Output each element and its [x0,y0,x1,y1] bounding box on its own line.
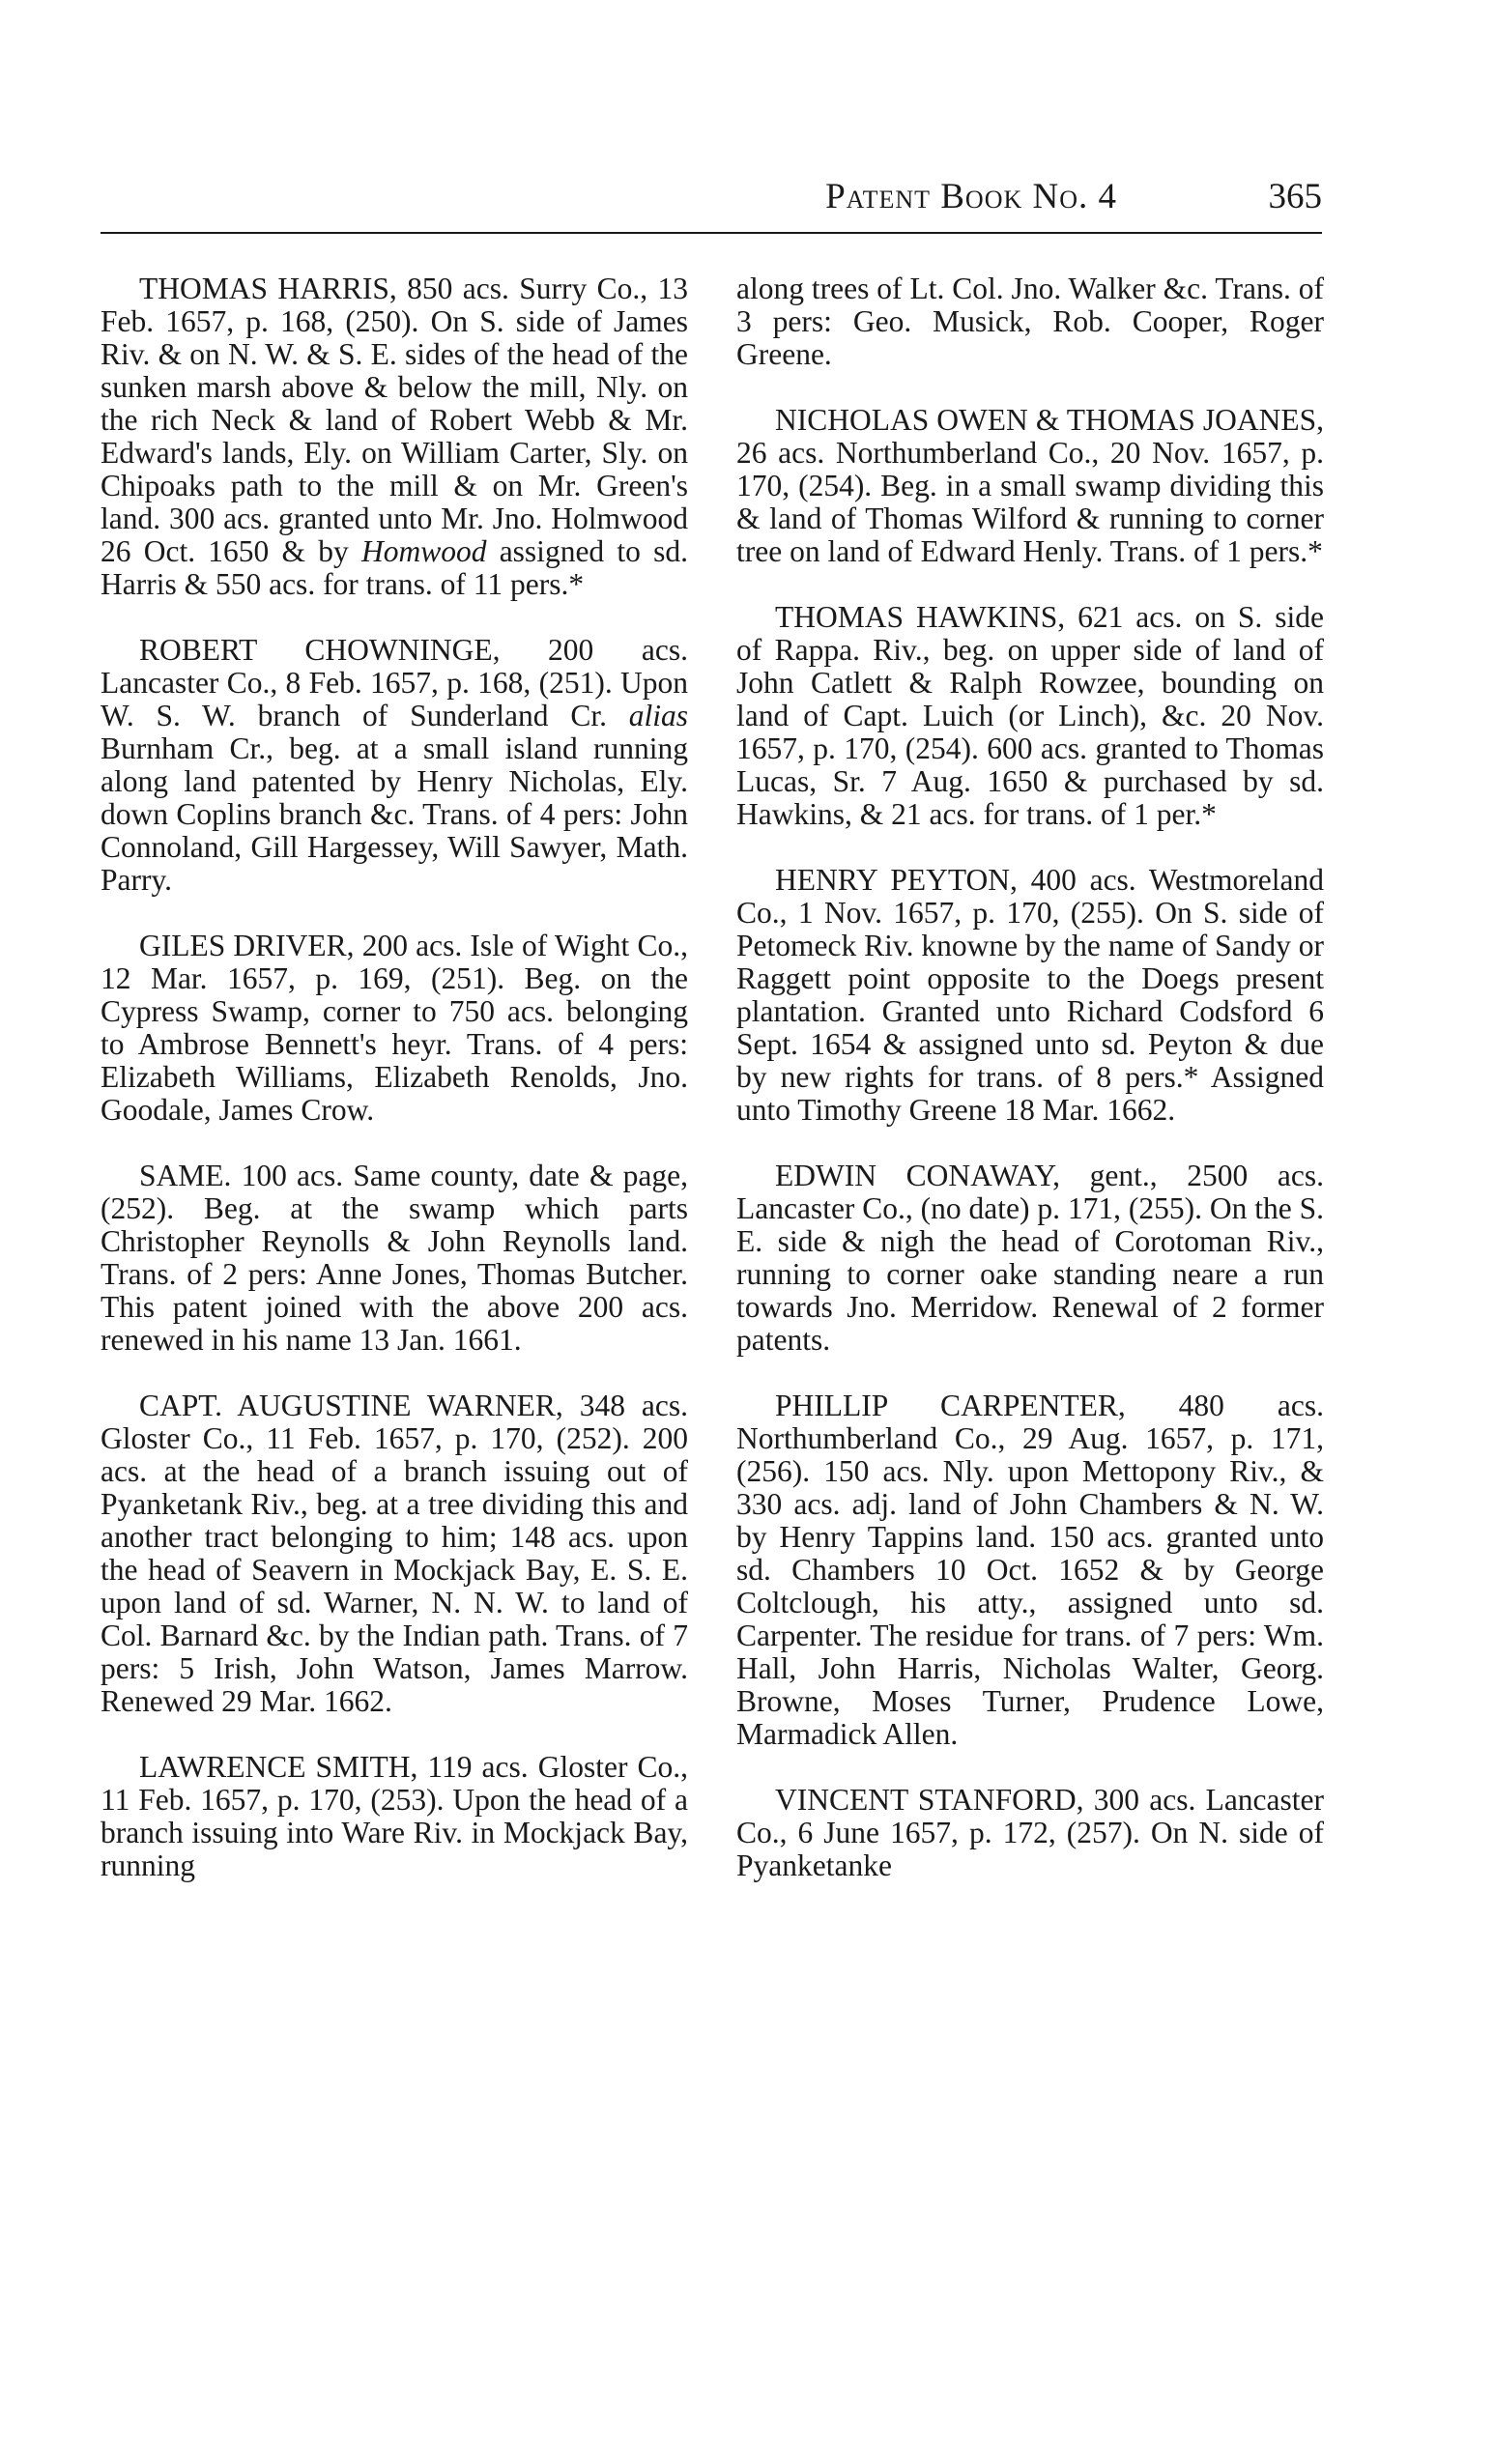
patent-entry [101,1160,688,1357]
entry-text: HENRY PEYTON, 400 acs. Westmoreland Co., 1 Nov. 1657, p. 170, (255). On S. side of Petomeck Riv. knowne by the name of Sandy or Raggett point opposite to the Doegs present plantation. Granted unto Richard Codsford 6 Sept. 1654 & assigned unto sd. Peyton & due by new rights for trans. of 8 pers.* Assigned unto Timothy Greene 18 Mar. 1662. [736,863,1324,1127]
patent-entry [736,864,1324,1127]
left-column [101,272,688,1882]
patent-entry [101,1751,688,1882]
patent-entry [736,601,1324,831]
entry-italic-name: Homwood [360,534,487,568]
entry-text: EDWIN CONAWAY, gent., 2500 acs. Lancaster Co., (no date) p. 171, (255). On the S. E. side & nigh the head of Corotoman Riv., running to corner oake standing neare a run towards Jno. Merridow. Renewal of 2 former patents. [736,1159,1324,1357]
patent-entry [736,1784,1324,1882]
patent-entry [101,272,688,601]
entry-text-continued: Burnham Cr., beg. at a small island running along land patented by Henry Nicholas, Ely. down Coplins branch &c. Trans. of 4 pers: John Connoland, Gill Hargessey, Will Sawyer, Math. Parry. [101,731,688,897]
running-head [825,176,1117,217]
patent-entry [736,1390,1324,1751]
entry-text: THOMAS HAWKINS, 621 acs. on S. side of Rappa. Riv., beg. on upper side of land of John Catlett & Ralph Rowzee, bounding on land of Capt. Luich (or Linch), &c. 20 Nov. 1657, p. 170, (254). 600 acs. granted to Thomas Lucas, Sr. 7 Aug. 1650 & purchased by sd. Hawkins, & 21 acs. for trans. of 1 per.* [736,600,1324,831]
entry-text: CAPT. AUGUSTINE WARNER, 348 acs. Gloster Co., 11 Feb. 1657, p. 170, (252). 200 acs. at the head of a branch issuing out of Pyanketank Riv., beg. at a tree dividing this and another tract belonging to him; 148 acs. upon the head of Seavern in Mockjack Bay, E. S. E. upon land of sd. Warner, N. N. W. to land of Col. Barnard &c. by the Indian path. Trans. of 7 pers: 5 Irish, John Watson, James Marrow. Renewed 29 Mar. 1662. [101,1389,688,1718]
entry-text: PHILLIP CARPENTER, 480 acs. Northumberland Co., 29 Aug. 1657, p. 171, (256). 150 acs. Nly. upon Mettopony Riv., & 330 acs. adj. land of John Chambers & N. W. by Henry Tappins land. 150 acs. granted unto sd. Chambers 10 Oct. 1652 & by George Coltclough, his atty., assigned unto sd. Carpenter. The residue for trans. of 7 pers: Wm. Hall, John Harris, Nicholas Walter, Georg. Browne, Moses Turner, Prudence Lowe, Marmadick Allen. [736,1389,1324,1751]
entry-text: NICHOLAS OWEN & THOMAS JOANES, 26 acs. Northumberland Co., 20 Nov. 1657, p. 170, (254). Beg. in a small swamp dividing this & land of Thomas Wilford & running to corner tree on land of Edward Henly. Trans. of 1 pers.* [736,403,1324,568]
entry-text: THOMAS HARRIS, 850 acs. Surry Co., 13 Feb. 1657, p. 168, (250). On S. side of James Riv. & on N. W. & S. E. sides of the head of the sunken marsh above & below the mill, Nly. on the rich Neck & land of Robert Webb & Mr. Edward's lands, Ely. on William Carter, Sly. on Chipoaks path to the mill & on Mr. Green's land. 300 acs. granted unto Mr. Jno. Holmwood 26 Oct. 1650 & by [101,272,688,568]
entry-italic-term: alias [628,699,688,732]
entry-text: GILES DRIVER, 200 acs. Isle of Wight Co., 12 Mar. 1657, p. 169, (251). Beg. on the Cypress Swamp, corner to 750 acs. belonging to Ambrose Bennett's heyr. Trans. of 4 pers: Elizabeth Williams, Elizabeth Renolds, Jno. Goodale, James Crow. [101,929,688,1127]
running-head-book-number: 4 [1098,177,1117,216]
header-rule [101,232,1322,234]
patent-entry [101,634,688,897]
patent-entry-continued [736,272,1324,371]
entry-text: along trees of Lt. Col. Jno. Walker &c. Trans. of 3 pers: Geo. Musick, Rob. Cooper, Roger Greene. [736,272,1324,371]
entry-text: VINCENT STANFORD, 300 acs. Lancaster Co., 6 June 1657, p. 172, (257). On N. side of Pyanketanke [736,1783,1324,1882]
page-header [101,162,1322,230]
page-number: 365 [1268,177,1322,216]
running-head-title: Patent Book No. [825,177,1089,216]
entry-text: SAME. 100 acs. Same county, date & page, (252). Beg. at the swamp which parts Christopher Reynolls & John Reynolls land. Trans. of 2 pers: Anne Jones, Thomas Butcher. This patent joined with the above 200 acs. renewed in his name 13 Jan. 1661. [101,1159,688,1357]
patent-entry [101,930,688,1127]
patent-entry [736,1160,1324,1357]
patent-entry [101,1390,688,1718]
entry-text: ROBERT CHOWNINGE, 200 acs. Lancaster Co., 8 Feb. 1657, p. 168, (251). Upon W. S. W. branch of Sunderland Cr. [101,633,688,732]
patent-entry [736,404,1324,568]
entry-text: LAWRENCE SMITH, 119 acs. Gloster Co., 11 Feb. 1657, p. 170, (253). Upon the head of a branch issuing into Ware Riv. in Mockjack Bay, running [101,1750,688,1882]
right-column [736,272,1324,1882]
entry-text-continued: assigned to sd. Harris & 550 acs. for trans. of 11 pers.* [101,534,688,601]
